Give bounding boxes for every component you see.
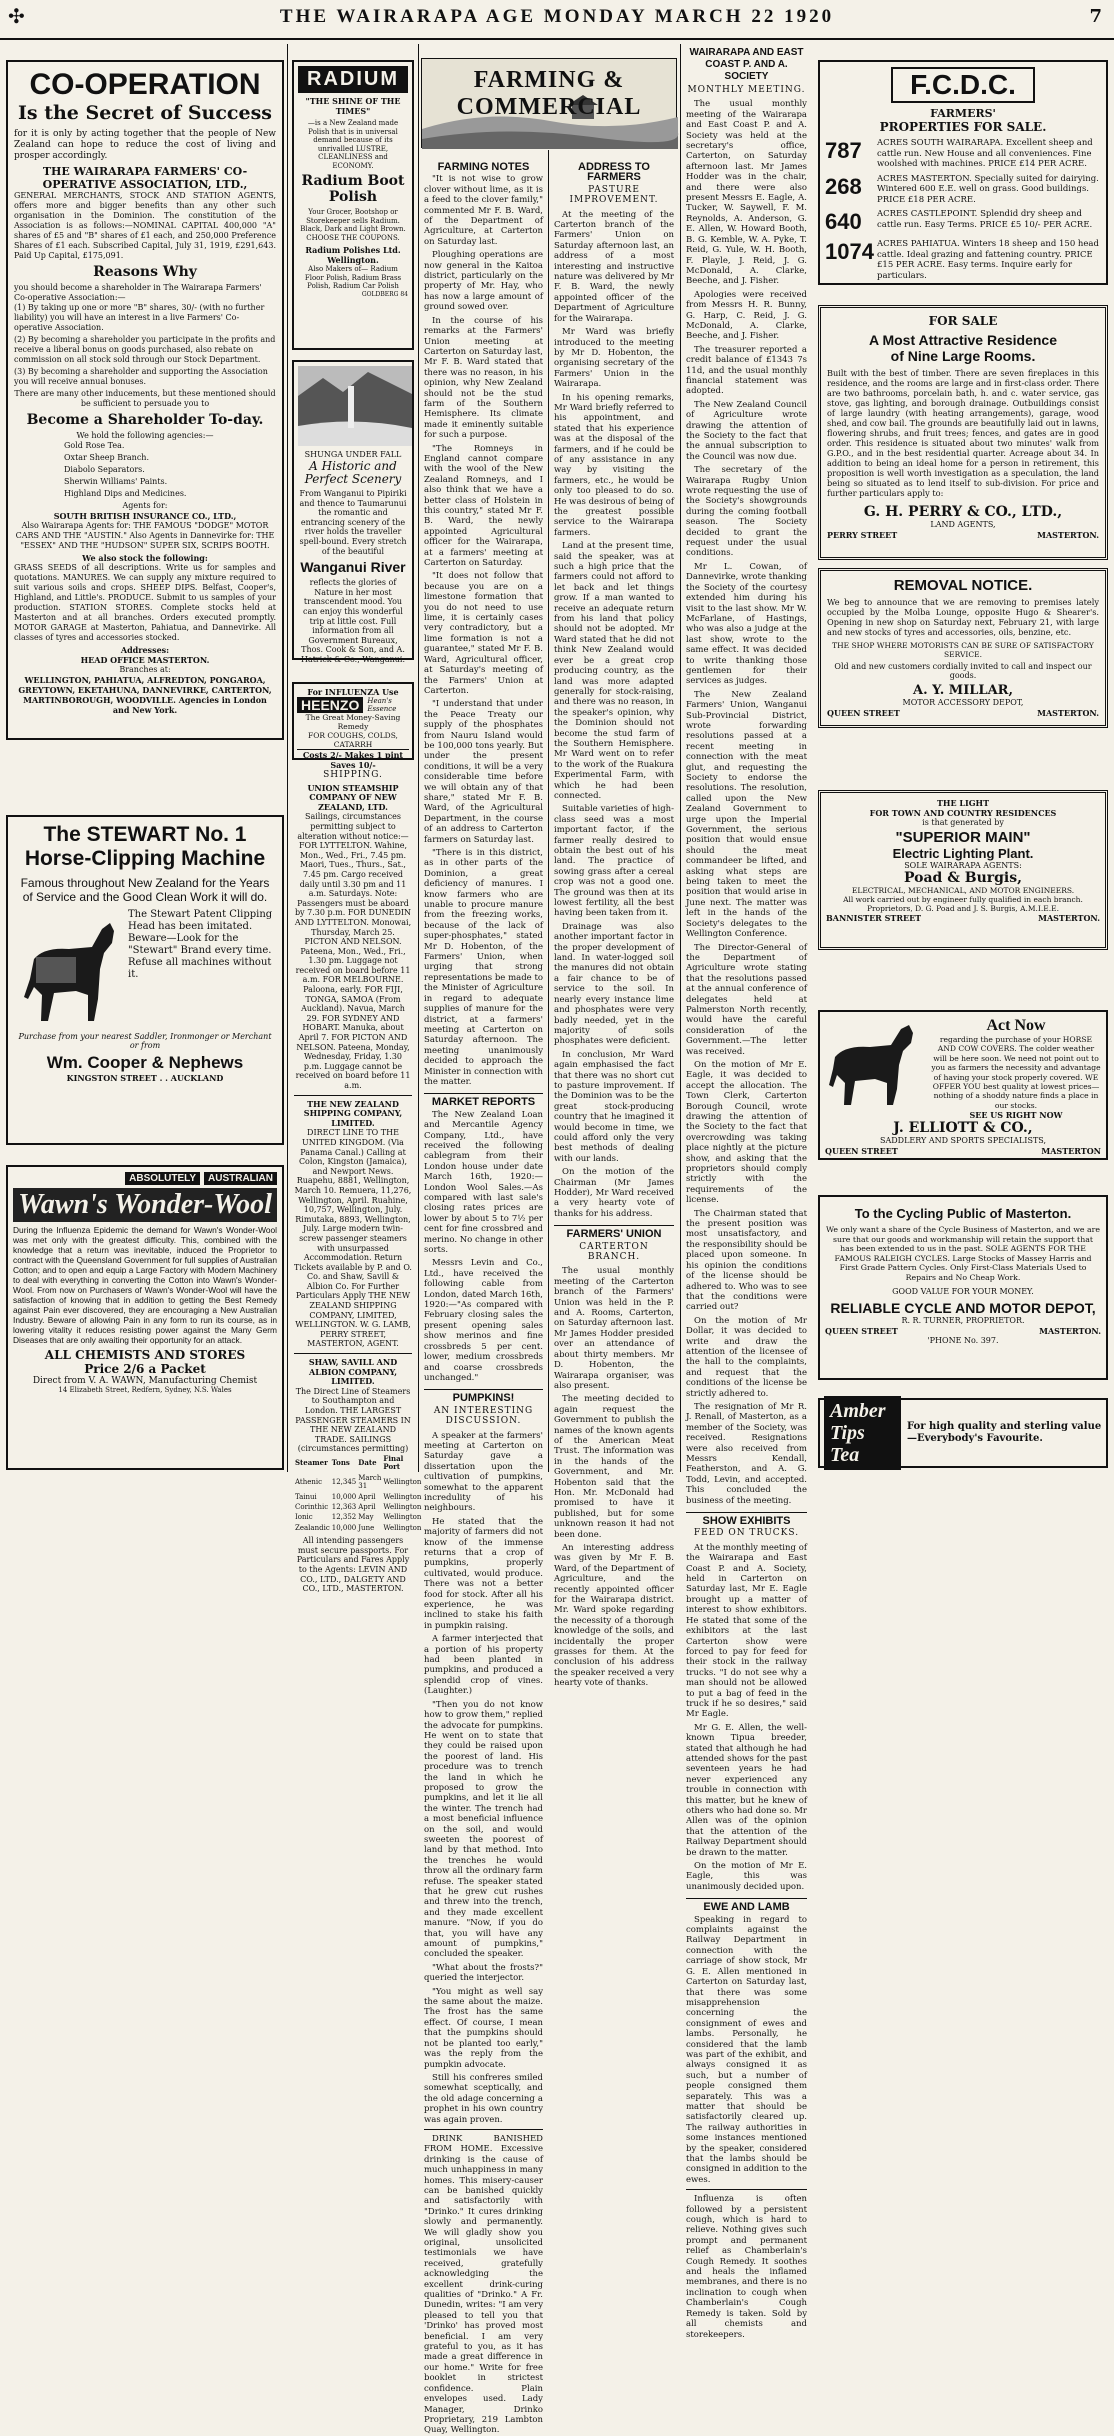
table-header-row bbox=[294, 1454, 422, 1473]
article-paragraph: On the motion of Mr Dollar, it was decided to write and draw the attention of the licensee of the hall to the complaints, and request that the conditions of the license be strictly adhered to. bbox=[686, 1315, 807, 1399]
wawn-body: During the Influenza Epidemic the demand for Wawn's Wonder-Wool was met only with the greatest difficulty. This, combined with the knowledge that a return was inevitable, induced the Proprietor to contract with the Queensland Government for full supplies of Australian Cotton; and to open and equip a Large Factory with Modern Machinery to deal with everything in converting the Cotton into Wawn's Wonder-Wool. From now on Purchasers of Wawn's Wonder-Wool will have the satisfaction of knowing that in addition to getting the Best Remedy against Pain ever discovered, they are encouraging a New Australian Industry. Beware of allowing Pain in any form to run its course, as in lowering vitality it reduces resisting power against the Many Germ Diseases that are only awaiting their opportunity for an attack. bbox=[13, 1225, 277, 1345]
removal-depot: MOTOR ACCESSORY DEPOT, bbox=[902, 698, 1024, 707]
table-header: Final Port bbox=[383, 1453, 404, 1472]
article-paragraph: "You might as well say the same about the maize. The frost has the same effect. Of course, I mean that the pumpkins should not be planted too early," was the reply from the pumpkin advocate. bbox=[424, 1986, 543, 2070]
stewart-firm: Wm. Cooper & Nephews bbox=[46, 1053, 244, 1072]
amber-tagline: For high quality and sterling value—Everybody's Favourite. bbox=[907, 1421, 1102, 1444]
society-subheading: MONTHLY MEETING. bbox=[687, 85, 806, 95]
wawn-address: 14 Elizabeth Street, Redfern, Sydney, N.S. Wales bbox=[58, 1386, 232, 1394]
article-paragraph: The New Zealand Loan and Mercantile Agency Company, Ltd., have received the following cablegram from their London house under date March 16th, 1920:—London Wool Sales.—As compared with last sale's closing rates prices are lower by about 5 to 7½ per cent for fine crossbred and merino. No change in other sorts. bbox=[424, 1109, 543, 1256]
become-shareholder: Become a Shareholder To-day. bbox=[26, 412, 264, 428]
reasons-outro: There are many other inducements, but these mentioned should be sufficient to persuade you to bbox=[14, 389, 276, 408]
table-cell: Zealandic bbox=[295, 1523, 330, 1532]
table-cell: 10,000 bbox=[331, 1523, 357, 1532]
amber-brand: Amber Tips Tea bbox=[824, 1396, 901, 1470]
radium-ad bbox=[292, 60, 414, 350]
farming-column bbox=[419, 150, 548, 2436]
property-acres: 1074 bbox=[825, 239, 874, 264]
property-listing bbox=[825, 174, 1101, 206]
badge-absolutely: ABSOLUTELY bbox=[125, 1172, 200, 1185]
horse-illustration bbox=[14, 909, 124, 1029]
article-paragraph: At the monthly meeting of the Wairarapa and East Coast P. and A. Society, held in Carterton on Saturday last, Mr E. Eagle brought up a matter of interest to show exhibitors. He stated that some of the exhibitors at the last Carterton show were forced to pay for feed for their stock in the railway trucks. "I do not see why a man should not be allowed to put a bag of feed in the truck if he so desires," said Mr Eagle. bbox=[686, 1542, 807, 1720]
stewart-tagline: Famous throughout New Zealand for the Years of Service and the Good Clean Work it will do. bbox=[20, 876, 270, 904]
reasons-title: Reasons Why bbox=[93, 264, 197, 280]
branches: WELLINGTON, PAHIATUA, ALFREDTON, PONGAROA, GREYTOWN, EKETAHUNA, DANNEVIRKE, CARTERTON, MARTINBOROUGH, WOODVILLE. Agencies in London and New York. bbox=[18, 675, 272, 715]
coop-ad bbox=[6, 60, 284, 740]
town: MASTERTON. bbox=[1038, 913, 1100, 923]
property-acres: 640 bbox=[825, 209, 862, 234]
amber-tips-ad bbox=[818, 1398, 1108, 1468]
table-cell: May bbox=[358, 1513, 374, 1522]
elliott-ad bbox=[818, 1010, 1108, 1160]
stock-list: GRASS SEEDS of all descriptions. Write us for samples and quotations. MANURES. We can supply any mixture required to suit various soils and crops. SHEEP DIPS. Belfast, Cooper's, Highland, and Little's. PRODUCE. Submit to us samples of your production. STATION STORES. Complete stocks held at Masterton and at all branches. Orders executed promptly. MOTOR GARAGE at Masterton, Pahiatua, and Dannevirke. All classes of tyres and accessories stocked. bbox=[14, 563, 276, 642]
cycling-body: We only want a share of the Cycle Business of Masterton, and we are sure that our goods and workmanship will retain the support that has been extended to us in the past. SOLE AGENTS FOR THE FAMOUS RALEIGH CYCLES. Large Stocks of Massey Harris and First Grade Pattern Cycles. Only First-Class Materials Used to Repairs and No Cheap Work. bbox=[826, 1225, 1100, 1282]
article-paragraph: Still his confreres smiled somewhat sceptically, and the old adage concerning a prophet in his own country was again proven. bbox=[424, 2072, 543, 2125]
table-cell: 12,352 bbox=[331, 1513, 357, 1522]
address-title: Addresses: bbox=[120, 645, 170, 655]
wanganui-body: From Wanganui to Pipiriki and thence to Taumarunui the romantic and entrancing scenery of the river holds the traveller spell-bound. Every stretch of the beautiful bbox=[299, 489, 407, 556]
radium-code: GOLDBERG 84 bbox=[361, 290, 408, 298]
removal-name: A. Y. MILLAR, bbox=[913, 683, 1013, 698]
article-paragraph: At the meeting of the Carterton branch of the Farmers' Union on Saturday afternoon last, an address of a most interesting and instructive nature was delivered by Mr F. B. Ward, the newly appointed officer of the Department of Agriculture for the Wairarapa. bbox=[554, 209, 674, 324]
article-paragraph: The usual monthly meeting of the Carterton branch of the Farmers' Union was held in the P. and A. Rooms, Carterton, on Saturday afternoon last. Mr James Hodder presided over an attendance of about thirty members. Mr D. Hobenton, the Wairarapa organiser, was also present. bbox=[554, 1266, 674, 1391]
light-address bbox=[826, 913, 1100, 923]
article-paragraph: The New Zealand Farmers' Union, Wanganui Sub-Provincial District, wrote forwarding resolutions passed at a recent meeting in connection with the meat glut, and requesting the Society to endorse the resolutions. The resolution, called upon the New Zealand Government to urge upon the Imperial Government, the serious position that would ensue should the meat commandeer be lifted, and asking what steps are being taken to meet the position that would arise in June next. The matter was left in the hands of the Society's delegates to the Wellington Conference. bbox=[686, 689, 807, 940]
light-agents: SOLE WAIRARAPA AGENTS: bbox=[904, 861, 1022, 870]
table-cell: Corinthic bbox=[295, 1503, 329, 1511]
address-heading: ADDRESS TO FARMERS bbox=[578, 161, 650, 184]
radium-also: Also Makers of— Radium Floor Polish, Radium Brass Polish, Radium Car Polish bbox=[304, 265, 402, 290]
divider bbox=[424, 2129, 543, 2130]
ewe-lamb-heading: EWE AND LAMB bbox=[686, 1898, 807, 1912]
stewart-ad bbox=[6, 815, 284, 1145]
table-row bbox=[294, 1512, 422, 1522]
table-cell: Wellington bbox=[383, 1503, 422, 1511]
article-paragraph: On the motion of the Chairman (Mr James Hodder), Mr Ward received a very hearty vote of thanks for his address. bbox=[554, 1167, 674, 1219]
article-paragraph: The secretary of the Wairarapa Rugby Union wrote requesting the use of the Society's showgrounds during the coming football season. The Society decided to grant the request under the usual conditions. bbox=[686, 465, 807, 559]
agents-for: Agents for: bbox=[122, 501, 168, 510]
agency-item: Diabolo Separators. bbox=[64, 465, 145, 474]
table-header: Tons bbox=[331, 1458, 350, 1468]
address-column bbox=[549, 150, 679, 1689]
radium-tag: "THE SHINE OF THE TIMES" bbox=[305, 96, 401, 116]
shaw-foot: All intending passengers must secure passports. For Particulars and Fares Apply to the Agents: LEVIN AND CO., LTD., DALGETY AND CO., LTD., MASTERTON. bbox=[296, 1536, 410, 1594]
wawn-stores: ALL CHEMISTS AND STORES bbox=[44, 1348, 246, 1362]
usco-title: UNION STEAMSHIP COMPANY OF NEW ZEALAND, LTD. bbox=[307, 782, 399, 812]
agencies-list bbox=[14, 441, 276, 499]
table-cell: 10,000 bbox=[331, 1492, 357, 1501]
property-desc: ACRES MASTERTON. Specially suited for dairying. Wintered 600 E.E. well on grass. Good buildings. PRICE £18 PER ACRE. bbox=[877, 173, 1099, 205]
farming-banner-title: FARMING & COMMERCIAL bbox=[456, 67, 642, 120]
article-paragraph: Mr L. Cowan, of Dannevirke, wrote thanking the Society of the courtesy extended him during his visit to the last show. Mr W. McFarlane, of Hastings, who was also a judge at the last show, wrote to the same effect. It was decided to write thanking those gentlemen for their services as judges. bbox=[686, 561, 807, 687]
removal-address bbox=[827, 708, 1099, 718]
article-paragraph: The resignation of Mr R. J. Renall, of Masterton, as a member of the Society, was received. Resignations were also received from Messrs Kendall, Featherston, and A. G. Todd, Levin, and accepted. This concluded the business of the meeting. bbox=[686, 1401, 807, 1506]
newspaper-title: THE WAIRARAPA AGE MONDAY MARCH 22 1920 bbox=[279, 6, 835, 27]
for-sale-address bbox=[827, 530, 1099, 540]
column-rule bbox=[287, 44, 288, 1472]
show-exhibits-subheading: FEED ON TRUCKS. bbox=[693, 1528, 800, 1539]
coop-intro: for it is only by acting together that the people of New Zealand can hope to reduce the cost of living and prosper accordingly. bbox=[14, 129, 276, 161]
article-paragraph: Drainage was also another important factor in the proper development of land. In water-logged soil the manures did not obtain a fair chance to be of service to the soil. In nearly every instance lime and phosphates were very badly needed, yet in the majority of soils phosphates were deficient. bbox=[554, 921, 674, 1047]
table-cell: Wellington bbox=[383, 1492, 422, 1501]
agency-item: Sherwin Williams' Paints. bbox=[64, 477, 168, 486]
shaw-body: The Direct Line of Steamers to Southampton and London. THE LARGEST PASSENGER STEAMERS IN THE NEW ZEALAND TRADE. SAILINGS (circumstances permitting) bbox=[295, 1386, 411, 1454]
article-paragraph: Ploughing operations are now general in the Kaitoa district, particularly on the property of Mr. Hay, who has now a large amount of ground sowed over. bbox=[424, 250, 543, 313]
masthead-mark: ✣ bbox=[8, 4, 25, 28]
cycling-address bbox=[825, 1326, 1101, 1336]
page-number: 7 bbox=[1089, 6, 1102, 27]
stewart-title: The STEWART No. 1 bbox=[43, 823, 247, 846]
wanganui-ad bbox=[292, 360, 414, 664]
radium-name: Radium Boot Polish bbox=[301, 173, 405, 205]
article-paragraph: He stated that the majority of farmers did not know of the immense returns that a crop of pumpkins, properly cultivated, would produce. There was not a better food for stock. After all his experience, he was inclined to stake his faith in pumpkin raising. bbox=[424, 1516, 543, 1631]
agency-item: Oxtar Sheep Branch. bbox=[64, 453, 149, 462]
property-listing bbox=[825, 138, 1101, 170]
table-cell: Athenic bbox=[295, 1477, 323, 1486]
farmers-union-subheading: CARTERTON BRANCH. bbox=[579, 1241, 649, 1263]
for-sale-label: FOR SALE bbox=[928, 314, 998, 328]
address-subheading: PASTURE IMPROVEMENT. bbox=[569, 184, 659, 206]
street: QUEEN STREET bbox=[825, 1146, 898, 1157]
article-paragraph: Mr Ward was briefly introduced to the meeting by Mr D. Hobenton, the organising secretary of the Farmers' Union in the Wairarapa. bbox=[554, 327, 674, 390]
table-cell: Wellington bbox=[383, 1523, 422, 1532]
reasons-intro: you should become a shareholder in The Wairarapa Farmers' Co-operative Association:— bbox=[14, 283, 262, 302]
horse-covered-illustration bbox=[825, 1017, 925, 1107]
stewart-purchase: Purchase from your nearest Saddler, Ironmonger or Merchant or from bbox=[18, 1032, 272, 1050]
masthead bbox=[0, 0, 1114, 40]
market-reports-heading: MARKET REPORTS bbox=[424, 1093, 543, 1107]
article-paragraph: "It does not follow that because you are on a limestone formation that you do not need to use lime, it is certainly cases very contradictory, but a lime formation is not a guarantee," stated Mr F. B. Ward, Agricultural officer, at Saturday's meeting of the Farmers' Union at Carterton. bbox=[424, 571, 543, 696]
radium-small: —is a New Zealand made Polish that is in universal demand because of its unrivalled LUSTRE, CLEANLINESS and ECONOMY. bbox=[307, 119, 399, 170]
table-cell: Wellington bbox=[383, 1477, 422, 1486]
elliott-body: regarding the purchase of your HORSE AND COW COVERS. The colder weather will be here soon. We need not point out to you as farmers the necessity and advantage of having your stock properly covered. WE OFFER YOU best quality at lowest prices—nothing of a shoddy nature finds a place in our stocks. bbox=[931, 1035, 1101, 1110]
usco-body: Sailings, circumstances permitting subject to alteration without notice:— FOR LYTTELTON. Wahine, Mon., Wed., Fri., 7.45 pm. Maori, Tues., Thurs., Sat., 7.45 pm. Cargo received daily until 3.30 pm and 11 a.m. Saturdays. Note: Passengers must be aboard by 7.30 p.m. FOR DUNEDIN AND LYTTELTON. Monowai, Thursday, March 25. PICTON AND NELSON. Pateena, Mon., Wed., Fri., 1.30 pm. Luggage not received on board before 11 a.m. FOR MELBOURNE. Paloona, early. FOR FIJI, TONGA, SAMOA (From Auckland). Navua, March 29. FOR SYDNEY AND HOBART. Manuka, about April 7. FOR PICTON AND NELSON. Pateena, Monday, Wednesday, Friday, 1.30 p.m. Luggage cannot be received on board before 11 a.m. bbox=[294, 812, 412, 1090]
for-sale-agent-sub: LAND AGENTS, bbox=[930, 520, 996, 529]
agency-item: Highland Dips and Medicines. bbox=[64, 489, 187, 498]
street: QUEEN STREET bbox=[825, 1325, 898, 1336]
reason-item: (3) By becoming a shareholder and supporting the Association you will receive annual bonuses. bbox=[14, 367, 268, 386]
head-office: HEAD OFFICE MASTERTON. bbox=[80, 655, 210, 665]
table-row bbox=[294, 1523, 422, 1533]
table-row bbox=[294, 1473, 422, 1492]
table-cell: April bbox=[358, 1492, 376, 1501]
article-paragraph: The New Zealand Council of Agriculture wrote drawing the attention of the Society to the fact that the annual subscription to the Council was now due. bbox=[686, 399, 807, 462]
society-heading: WAIRARAPA AND EAST COAST P. AND A. SOCIETY bbox=[689, 47, 804, 82]
show-exhibits-heading: SHOW EXHIBITS bbox=[686, 1512, 807, 1526]
property-acres: 268 bbox=[825, 173, 862, 199]
property-desc: ACRES SOUTH WAIRARAPA. Excellent sheep and cattle run. New House and all conveniences. Fine woolshed with machines. PRICE £14 PER ACRE. bbox=[877, 138, 1093, 169]
radium-maker: Radium Polishes Ltd. Wellington. bbox=[305, 245, 401, 265]
cycling-phone: 'PHONE No. 397. bbox=[927, 1335, 999, 1345]
heenzo-line-2: Hean's Essence bbox=[367, 697, 397, 713]
shaw-title: SHAW, SAVILL AND ALBION COMPANY, LIMITED. bbox=[308, 1357, 398, 1387]
farming-notes-heading: FARMING NOTES bbox=[437, 161, 530, 173]
farmers-union-heading: FARMERS' UNION bbox=[554, 1225, 674, 1239]
elliott-see-us: SEE US RIGHT NOW bbox=[969, 1110, 1063, 1121]
table-cell: March 31 bbox=[358, 1473, 382, 1491]
fcdc-title: F.C.D.C. bbox=[891, 67, 1035, 103]
scenery-heading: A Historic and Perfect Scenery bbox=[304, 459, 402, 486]
town: MASTERTON. bbox=[1039, 1325, 1101, 1336]
article-paragraph: In conclusion, Mr Ward again emphasised the fact that there was no short cut to pasture improvement. If the Dominion was to be the great stock-producing country that he imagined it would become in time, we could afford only the very best methods of dealing with our lands. bbox=[554, 1049, 674, 1164]
article-paragraph: The Director-General of the Department of Agriculture wrote stating that the resolutions passed at the annual conference of delegates held at Palmerston North recently, would have the careful consideration of the Government.—The letter was received. bbox=[686, 942, 807, 1057]
for-sale-title-1: A Most Attractive Residence bbox=[868, 332, 1057, 348]
light-trade: ELECTRICAL, MECHANICAL, AND MOTOR ENGINEERS. bbox=[851, 886, 1075, 895]
stewart-title-2: Horse-Clipping Machine bbox=[24, 847, 266, 870]
elliott-name: J. ELLIOTT & CO., bbox=[893, 1120, 1033, 1137]
article-paragraph: The Chairman stated that the present position was most unsatisfactory, and the responsibility should be placed upon someone. In his opinion the conditions of the license should be adhered to. Who was to see that the conditions were carried out? bbox=[686, 1208, 807, 1313]
pumpkins-heading: PUMPKINS! bbox=[424, 1389, 543, 1403]
farming-banner bbox=[421, 58, 677, 148]
elliott-address bbox=[825, 1146, 1101, 1156]
article-paragraph: On the motion of Mr E. Eagle, this was unanimously decided upon. bbox=[686, 1861, 807, 1892]
article-paragraph: "I understand that under the Peace Treaty our supply of the phosphates from Nauru Island would be 100,000 tons yearly. But under the present conditions, it will be a very considerable time before we will obtain any of that share," stated Mr F. B. Ward, of the Agricultural Department, in the course of an address to Carterton farmers on Saturday last. bbox=[424, 699, 543, 845]
drinko-ad: DRINK BANISHED FROM HOME. Excessive drinking is the cause of much unhappiness in many homes. This misery-causer can be banished quickly and satisfactorily with "Drinko." It cures drinking slowly and permanently. We will gladly show you original, unsolicited testimonials we have received, gratefully acknowledging the excellent drink-curing qualities of "Drinko." A Fr. Dunedin, writes: "I am very pleased to tell you that 'Drinko' has proved most beneficial. I am very grateful to you, as it has made a great difference in our home." Write for free booklet in strictest confidence. Plain envelopes used. Lady Manager, Drinko Proprietary, 219 Lambton Quay, Wellington. bbox=[424, 2133, 543, 2436]
wanganui-river: Wanganui River bbox=[300, 559, 406, 576]
article-paragraph: A speaker at the farmers' meeting at Carterton on Saturday gave a dissertation upon the cultivation of pumpkins, somewhat to the apparent incredulity of his neighbours. bbox=[424, 1430, 543, 1514]
chamberlain-notice: Influenza is often followed by a persistent cough, which is hard to relieve. Nothing gives such prompt and permanent relief as Chamberlain's Cough Remedy. It soothes and heals the inflamed membranes, and there is no inclination to cough when Chamberlain's Cough Remedy is taken. Sold by all chemists and storekeepers. bbox=[686, 2194, 807, 2340]
article-paragraph: "Then you do not know how to grow them," replied the advocate for pumpkins. He went on to state that they could be raised upon the poorest of land. His procedure was to trench the land in which he proposed to grow the pumpkins, and let it lie all the winter. The trench had a most beneficial influence on the soil, and would sweeten the poorest of land by that method. Into the trenches he would throw all the ordinary farm refuse. The speaker stated that he grew cut rushes and threw into the trench, and they made excellent manure. "Now, if you do that, you will have any amount of pumpkins," concluded the speaker. bbox=[424, 1699, 543, 1960]
article-paragraph: Messrs Levin and Co., Ltd., have received the following cable from London, dated March 16th, 1920:—"As compared with February closing sales the present opening sales show merinos and fine crossbreds 5 per cent. lower, medium crossbreds and coarse crossbreds unchanged." bbox=[424, 1258, 543, 1383]
reasons-list bbox=[14, 303, 276, 387]
light-brand: "SUPERIOR MAIN" bbox=[895, 829, 1031, 846]
heenzo-brand: HEENZO bbox=[297, 697, 363, 713]
light-line-3: is that generated by bbox=[922, 818, 1004, 827]
wawn-direct: Direct from V. A. WAWN, Manufacturing Chemist bbox=[32, 1376, 258, 1386]
light-firm: Poad & Burgis, bbox=[904, 870, 1022, 886]
agency-item: Gold Rose Tea. bbox=[64, 441, 125, 450]
scene-caption: SHUNGA UNDER FALL bbox=[304, 450, 402, 459]
for-sale-agent: G. H. PERRY & CO., LTD., bbox=[863, 504, 1063, 520]
heenzo-line-4: FOR COUGHS, COLDS, CATARRH bbox=[308, 731, 398, 749]
table-row bbox=[294, 1502, 422, 1512]
society-column bbox=[681, 44, 812, 2340]
town: MASTERTON bbox=[1041, 1146, 1101, 1157]
table-cell: 12,345 bbox=[331, 1477, 357, 1486]
cycling-depot: RELIABLE CYCLE AND MOTOR DEPOT, bbox=[830, 1299, 1096, 1316]
heenzo-price: Costs 2/- Makes 1 pint Saves 10/- bbox=[297, 749, 409, 770]
article-paragraph: Suitable varieties of high-class seed was a most important factor, if the farmer really desired to obtain the best out of his land. The practice of sowing grass after a cereal crop was not a good one. The ground was then at its lowest fertility, all the best having been taken from it. bbox=[554, 804, 674, 919]
coop-title: CO-OPERATION bbox=[29, 68, 261, 101]
removal-body: We beg to announce that we are removing to premises lately occupied by the Molba Lounge, opposite Hugo & Shearer's. Opening in new shop on Saturday next, February 21, with large and new stocks of tyres and accessories, oils, benzine, etc. bbox=[827, 597, 1099, 637]
radium-grocer: Your Grocer, Bootshop or Storekeeper sells Radium. Black, Dark and Light Brown. CHOOSE THE COUPONS. bbox=[300, 208, 406, 242]
removal-invite: Old and new customers cordially invited to call and inspect our goods. bbox=[834, 662, 1092, 680]
light-plant: Electric Lighting Plant. bbox=[892, 846, 1034, 861]
property-desc: ACRES CASTLEPOINT. Splendid dry sheep and cattle run. Easy Terms. PRICE £5 10/- PER ACRE. bbox=[877, 209, 1093, 230]
table-cell: April bbox=[358, 1503, 376, 1511]
article-paragraph: The treasurer reported a credit balance of £1343 7s 11d, and the usual monthly financial statement was adopted. bbox=[686, 344, 807, 397]
table-header: Steamer bbox=[295, 1458, 328, 1468]
table-cell: Ionic bbox=[295, 1513, 313, 1522]
article-paragraph: An interesting address was given by Mr F. B. Ward, of the Department of Agriculture, and the recently appointed officer for the Wairarapa district. Mr. Ward spoke regarding the necessity of a thorough knowledge of the soils, and incidentally the proper grasses for them. At the conclusion of his address the speaker received a very hearty vote of thanks. bbox=[554, 1543, 674, 1689]
light-line-1: THE LIGHT bbox=[936, 798, 990, 808]
heenzo-ad bbox=[292, 682, 414, 770]
stock-title: We also stock the following: bbox=[82, 553, 208, 563]
article-paragraph: A farmer interjected that a portion of his property had been planted in pumpkins, and produced a splendid crop of vines. (Laughter.) bbox=[424, 1634, 543, 1697]
cycling-prop: R. R. TURNER, PROPRIETOR. bbox=[901, 1315, 1025, 1325]
shipping-column bbox=[289, 768, 422, 1594]
for-sale-ad bbox=[818, 305, 1108, 560]
article-paragraph: Apologies were received from Messrs H. R. Bunny, G. Harp, C. Reid, J. G. McDonald, A. Clarke, Beeche, and J. Fisher. bbox=[686, 289, 807, 342]
heenzo-line-3: The Great Money-Saving Remedy bbox=[305, 713, 401, 731]
table-row bbox=[294, 1492, 422, 1502]
reason-item: (2) By becoming a shareholder you participate in the profits and receive a liberal bonus on goods purchased, also rebate on commission on all stock sold through our Stock Department. bbox=[14, 335, 276, 364]
property-desc: ACRES PAHIATUA. Winters 18 sheep and 150 head cattle. Ideal grazing and fattening country. PRICE £15 PER ACRE. Easy terms. Inquire early for particulars. bbox=[877, 239, 1099, 281]
cycling-value: GOOD VALUE FOR YOUR MONEY. bbox=[892, 1286, 1034, 1296]
article-paragraph: The meeting decided to again request the Government to publish the names of the known agents of the American Meat Trust. The information was in the hands of the Government, and Mr. Hobenton said that the Hon. Mr. McDonald had promised to have it published, but for some unknown reason it had not been done. bbox=[554, 1394, 674, 1540]
street: BANNISTER STREET bbox=[826, 913, 922, 923]
coop-company: THE WAIRARAPA FARMERS' CO-OPERATIVE ASSOCIATION, LTD., bbox=[42, 165, 248, 191]
stewart-address: KINGSTON STREET . . AUCKLAND bbox=[66, 1073, 224, 1083]
fcdc-ad bbox=[818, 60, 1108, 285]
article-paragraph: Mr G. E. Allen, the well-known Tipua breeder, stated that although he had attended shows for the past seventeen years he had never experienced any trouble in connection with this matter, but he knew of others who had done so. Mr Allen was of the opinion that the attention of the Railway Department should be drawn to the matter. bbox=[686, 1722, 807, 1858]
insurance: SOUTH BRITISH INSURANCE CO., LTD., bbox=[53, 511, 237, 521]
table-cell: Wellington bbox=[383, 1513, 422, 1522]
wawn-ad bbox=[6, 1165, 284, 1470]
table-cell: Tainui bbox=[295, 1492, 317, 1501]
removal-motto: THE SHOP WHERE MOTORISTS CAN BE SURE OF SATISFACTORY SERVICE. bbox=[832, 641, 1094, 659]
pumpkins-subheading: AN INTERESTING DISCUSSION. bbox=[433, 1405, 534, 1427]
stewart-body: The Stewart Patent Clipping Head has been imitated. Beware—Look for the "Stewart" Brand every time. Refuse all machines without it. bbox=[128, 909, 273, 980]
reason-item: (1) By taking up one or more "B" shares, 30/- (with no further liability) you will have an interest in a live Farmers' Co-operative Association. bbox=[14, 303, 265, 332]
divider bbox=[294, 1353, 412, 1354]
light-line-2: FOR TOWN AND COUNTRY RESIDENCES bbox=[869, 808, 1057, 818]
table-cell: 12,363 bbox=[331, 1503, 357, 1511]
article-paragraph: The usual monthly meeting of the Wairarapa and East Coast P. and A. Society was held at the secretary's office, Carterton, on Saturday afternoon last. Mr James Hodder was in the chair, and there were also present Messrs E. Eagle, A. Tucker, W. Saywell, F. M. Reynolds, A. Anderson, G. E. Allen, W. Howard Booth, B. G. Kemble, W. A. Pyke, T. Reid, G. Yule, W. H. Booth, F. Playle, J. Reid, J. G. McDonald, A. Clarke, Beeche, and J. Fisher. bbox=[686, 99, 807, 287]
article-paragraph: Speaking in regard to complaints against the Railway Department in connection with the carriage of show stock, Mr G. E. Allen mentioned in Carterton on Saturday last, that there was some misapprehension concerning the consignment of ewes and lambs. Personally, he considered that the lamb was part of the exhibit, and always consigned it as such, but a number of people consigned them separately. This was a matter that should be satisfactorily cleared up. The railway authorities in some instances mentioned by the speaker, considered that the lambs should be consigned in addition to the ewes. bbox=[686, 1914, 807, 2185]
heenzo-line-1: For INFLUENZA Use bbox=[307, 687, 399, 697]
article-paragraph: In the course of his remarks at the Farmers' Union meeting at Carterton on Saturday last, Mr F. B. Ward stated that there was no reason, in his opinion, why New Zealand should not be the stud farm of the Southern Hemisphere. Its climate made it eminently suitable for such a purpose. bbox=[424, 315, 543, 441]
divider bbox=[294, 1095, 412, 1096]
table-cell: June bbox=[358, 1523, 375, 1532]
article-paragraph: "The Romneys in England cannot compare with the wool of the New Zealand Romneys, and I also think that we have a better class of Holstein in this country," stated Mr F. B. Ward, the newly appointed Agricultural officer for the Wairarapa, at a farmers' meeting at Carterton on Saturday. bbox=[424, 443, 543, 569]
sailings-table bbox=[294, 1454, 422, 1533]
article-paragraph: On the motion of Mr E. Eagle, it was decided to accept the allocation. The Town Clerk, Carterton Borough Council, wrote drawing the attention of the Society to the fact that overcrowding was taking place nightly at the picture show, and asking that the proprietors should comply strictly with the requirements of the license. bbox=[686, 1059, 807, 1206]
nzsc-body: DIRECT LINE TO THE UNITED KINGDOM. (Via Panama Canal.) Calling at Colon, Kingston (Jamaica), and Newport News. Ruapehu, 8881, Wellington, March 10. Remuera, 11,276, Wellington, April. Ruahine, 10,757, Wellington, July. Rimutaka, 8893, Wellington, July. Large modern twin-screw passenger steamers with unsurpassed Accommodation. Return Tickets available by P. and O. Co. and Shaw, Savill & Albion Co. For Further Particulars Apply THE NEW ZEALAND SHIPPING COMPANY, LIMITED, WELLINGTON. W. G. LAMB, PERRY STREET, MASTERTON, AGENT. bbox=[294, 1128, 412, 1349]
lighting-plant-ad bbox=[818, 790, 1108, 950]
coop-subtitle: Is the Secret of Success bbox=[18, 102, 272, 124]
fcdc-sub-1: FARMERS' bbox=[930, 107, 996, 120]
agencies-title: We hold the following agencies:— bbox=[76, 431, 214, 440]
coop-company-desc: GENERAL MERCHANTS, STOCK AND STATION AGENTS, offers more and bigger benefits than any other such organisation in the Dominion. The constitution of the Association is as follows:—NOMINAL CAPITAL 400,000 "A" shares of £5 and "B" shares of £1 each, and 250,000 Preference Shares of £1 each. Subscribed Capital, July 31, 1919, £291,643. Paid Up Capital, £175,091. bbox=[14, 191, 276, 260]
shipping-title: SHIPPING. bbox=[323, 770, 383, 780]
divider bbox=[686, 2189, 807, 2190]
article-paragraph: Land at the present time, said the speaker, was at such a high price that the farmers could not afford to let back and let things grow. If a man wanted to receive an adequate return from his land that policy should not be adopted. Mr Ward stated that he did not think New Zealand would ever be a great crop producing country, as the land was more adapted generally for stock-raising, and there was no reason, in the speaker's opinion, why the Dominion should not become the stud farm of the Southern Hemisphere. Mr Ward went on to refer to the work of the Ruakura Experimental Farm, with which he had been connected. bbox=[554, 541, 674, 801]
table-header: Date bbox=[358, 1458, 377, 1468]
article-paragraph: "It is not wise to grow clover without lime, as it is a feed to the clover family," commented Mr F. B. Ward, of the Department of Agriculture, at Carterton on Saturday last. bbox=[424, 174, 543, 247]
article-paragraph: "There is in this district, as in other parts of the Dominion, a great deficiency of manures. I know farmers who are unable to procure manure from the freezing works, because of the lack of super-phosphates," stated Mr D. Hobenton, of the Farmers' Union, when urging that strong representations be made to the Minister of Agriculture in regard to adequate supplies of manure for the district, at a farmers' meeting at Carterton on Saturday afternoon. The meeting unanimously decided to approach the Minister in connection with the matter. bbox=[424, 848, 544, 1087]
wanganui-body-2: reflects the glories of Nature in her most transcendent mood. You can enjoy this wonderful trip at little cost. Full information from all Government Bureaux, Thos. Cook & Son, and A. Hatrick & Co., Wanganui. bbox=[300, 578, 406, 664]
article-paragraph: "What about the frosts?" queried the interjector. bbox=[424, 1962, 543, 1984]
town: MASTERTON. bbox=[1037, 530, 1099, 540]
cycling-title: To the Cycling Public of Masterton. bbox=[854, 1206, 1072, 1221]
branches-title: Branches at: bbox=[119, 665, 171, 674]
cars: Also Wairarapa Agents for: THE FAMOUS "DODGE" MOTOR CARS AND THE "AUSTIN." Also Agents in Dannevirke for: THE "ESSEX" AND THE "HUDSON" SUPER SIX, SCRIPS BOOTH. bbox=[15, 521, 275, 550]
elliott-trade: SADDLERY AND SPORTS SPECIALISTS, bbox=[879, 1136, 1047, 1146]
badge-australian: AUSTRALIAN bbox=[204, 1172, 277, 1185]
removal-notice-ad bbox=[818, 568, 1108, 728]
elliott-act-now: Act Now bbox=[986, 1017, 1046, 1034]
article-paragraph: In his opening remarks, Mr Ward briefly referred to his appointment, and stated that his experience was at the disposal of the farmers, and if he could be of any assistance in any way by visiting the farmers, etc., he would be only too pleased to do so. He was desirous of being of the greatest possible service to the Wairarapa farmers. bbox=[554, 392, 674, 538]
nzsc-title: THE NEW ZEALAND SHIPPING COMPANY, LIMITED. bbox=[303, 1098, 403, 1128]
for-sale-body: Built with the best of timber. There are seven fireplaces in this residence, and the rooms are large and in first-class order. There are two bathrooms, porcelain bath, h. and c. water service, gas stove, gas lighting, and borough drainage. Outbuildings consist of large laundry (with heating arrangements), garage, wood shed, and cow bail. The grounds are beautifully laid out in lawns, flowering shrubs, and fruit trees; fences, and gates are in good order. This residence is situated about two minutes' walk from G.P.O., and in the best residential quarter. Acreage about 34. In addition to being an ideal home for a person in retirement, this proposition is well worth investigation as a speculation, the land being so situated as to lend itself to sub-division. For price and further particulars apply to: bbox=[827, 368, 1099, 498]
property-acres: 787 bbox=[825, 138, 862, 163]
for-sale-title-2: of Nine Large Rooms. bbox=[890, 348, 1036, 364]
radium-brand: RADIUM bbox=[298, 66, 408, 93]
wawn-brand: Wawn's Wonder-Wool bbox=[13, 1188, 277, 1222]
street: QUEEN STREET bbox=[827, 708, 900, 718]
removal-title: REMOVAL NOTICE. bbox=[893, 577, 1033, 594]
property-listing bbox=[825, 239, 1101, 281]
light-guarantee: All work carried out by engineer fully qualified in each branch. Proprietors, D. G. Poad and J. S. Burgis, A.M.I.E.E. bbox=[843, 895, 1083, 913]
cycling-ad bbox=[818, 1195, 1108, 1380]
river-scene-illustration bbox=[298, 366, 412, 446]
property-listing bbox=[825, 209, 1101, 235]
fcdc-sub-2: PROPERTIES FOR SALE. bbox=[879, 120, 1047, 134]
street: PERRY STREET bbox=[827, 530, 898, 540]
town: MASTERTON. bbox=[1037, 708, 1099, 718]
wawn-price: Price 2/6 a Packet bbox=[84, 1362, 206, 1376]
